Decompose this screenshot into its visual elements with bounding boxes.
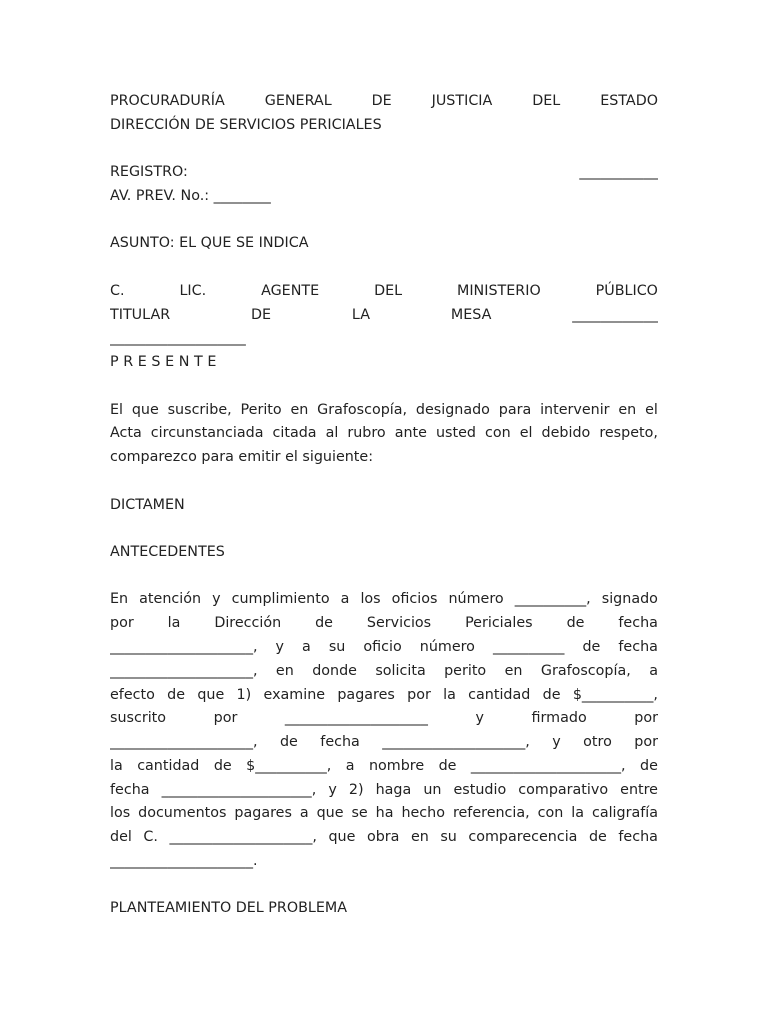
antecedentes-word: oficios xyxy=(391,591,438,608)
addressee-word: LA xyxy=(351,306,370,323)
intro-word: intervenir xyxy=(540,401,610,418)
antecedentes-word: con xyxy=(537,805,564,822)
intro-word: debido xyxy=(541,425,591,442)
antecedentes-word: la xyxy=(110,757,123,774)
antecedentes-word: número xyxy=(419,638,475,655)
intro-word: El xyxy=(110,401,124,418)
antecedentes-word: por xyxy=(634,710,658,727)
intro-word: circunstanciada xyxy=(150,425,264,442)
antecedentes-word: que xyxy=(197,686,225,703)
antecedentes-word: entre xyxy=(620,781,658,798)
addressee-word: PÚBLICO xyxy=(595,282,658,299)
intro-word: usted xyxy=(435,425,476,442)
antecedentes-word: referencia, xyxy=(452,805,530,822)
antecedentes-line xyxy=(110,731,658,755)
intro-word: Perito xyxy=(240,401,282,418)
antecedentes-word: Periciales xyxy=(465,615,533,632)
antecedentes-word: pagares xyxy=(234,805,292,822)
antecedentes-word: fecha xyxy=(618,615,658,632)
antecedentes-word: $__________, xyxy=(246,757,332,774)
antecedentes-word: $__________, xyxy=(572,686,658,703)
antecedentes-word: de xyxy=(640,757,658,774)
addressee-line-1 xyxy=(110,280,658,304)
antecedentes-heading: ANTECEDENTES xyxy=(110,543,225,560)
antecedentes-word: por xyxy=(213,710,238,727)
antecedentes-line xyxy=(110,755,658,779)
antecedentes-word: y xyxy=(275,638,285,655)
intro-word: rubro xyxy=(347,425,386,442)
antecedentes-word: Dirección xyxy=(214,615,282,632)
antecedentes-word: Grafoscopía, xyxy=(540,662,631,679)
antecedentes-word: 1) xyxy=(236,686,252,703)
antecedentes-word: a xyxy=(340,591,350,608)
antecedentes-word: donde xyxy=(312,662,357,679)
antecedentes-word: fecha xyxy=(320,734,360,751)
antecedentes-word: a xyxy=(302,638,311,655)
intro-word: con xyxy=(485,425,511,442)
addressee-line-2 xyxy=(110,304,658,328)
presente-line: PRESENTE xyxy=(110,354,221,371)
antecedentes-word: a xyxy=(299,805,309,822)
intro-word: citada xyxy=(272,425,317,442)
antecedentes-word: atención xyxy=(139,591,202,608)
antecedentes-word: los xyxy=(110,805,131,822)
antecedentes-word: __________ xyxy=(492,638,565,655)
header-word: GENERAL xyxy=(264,93,332,109)
addressee-word: DEL xyxy=(374,282,403,299)
antecedentes-word: comparecencia xyxy=(468,829,578,846)
antecedentes-word: su xyxy=(328,638,346,655)
antecedentes-word: cumplimiento xyxy=(231,591,330,608)
antecedentes-word: examine xyxy=(263,686,326,703)
antecedentes-word: se xyxy=(351,805,368,822)
antecedentes-word: obra xyxy=(366,829,400,846)
header-word: PROCURADURÍA xyxy=(110,93,225,109)
header-word: ESTADO xyxy=(600,93,658,109)
registro-blank: ___________ xyxy=(579,164,658,181)
antecedentes-word: y xyxy=(328,781,337,798)
antecedentes-word: ____________________, xyxy=(110,638,258,655)
antecedentes-word: C. xyxy=(143,829,158,846)
antecedentes-word: 2) xyxy=(348,781,364,798)
antecedentes-word: los xyxy=(360,591,381,608)
antecedentes-word: ____________________, xyxy=(169,829,317,846)
antecedentes-word: a xyxy=(345,757,355,774)
intro-word: el xyxy=(519,425,533,442)
document-page xyxy=(110,90,658,921)
antecedentes-word: estudio xyxy=(453,781,507,798)
antecedentes-line xyxy=(110,612,658,636)
header-word: DEL xyxy=(532,93,561,109)
antecedentes-word: de xyxy=(167,686,186,703)
antecedentes-word: que xyxy=(328,829,356,846)
intro-word: respeto, xyxy=(599,425,658,442)
antecedentes-line xyxy=(110,779,658,803)
antecedentes-word: cantidad xyxy=(137,757,200,774)
antecedentes-word: de xyxy=(438,757,457,774)
antecedentes-word: de xyxy=(279,734,298,751)
antecedentes-line xyxy=(110,660,658,684)
antecedentes-word: haga xyxy=(375,781,412,798)
antecedentes-line xyxy=(110,636,658,660)
intro-line-2 xyxy=(110,422,658,446)
antecedentes-word: efecto xyxy=(110,686,155,703)
antecedentes-word: del xyxy=(110,829,132,846)
registro-label: REGISTRO: xyxy=(110,164,188,181)
antecedentes-word: ____________________, xyxy=(382,734,530,751)
intro-word: designado xyxy=(415,401,490,418)
antecedentes-word: _____________________, xyxy=(470,757,626,774)
addressee-word: LIC. xyxy=(179,282,207,299)
antecedentes-word: hecho xyxy=(401,805,445,822)
antecedentes-word: comparativo xyxy=(518,781,609,798)
intro-word: Grafoscopía, xyxy=(317,401,408,418)
antecedentes-word: _____________________, xyxy=(161,781,317,798)
antecedentes-last-line: ____________________. xyxy=(110,853,258,870)
antecedentes-word: suscrito xyxy=(110,710,167,727)
antecedentes-word: en xyxy=(275,662,294,679)
antecedentes-word: fecha xyxy=(618,638,658,655)
intro-word: suscribe, xyxy=(167,401,232,418)
planteamiento-heading: PLANTEAMIENTO DEL PROBLEMA xyxy=(110,900,348,917)
antecedentes-word: en xyxy=(410,829,429,846)
antecedentes-word: Servicios xyxy=(366,615,432,632)
antecedentes-word: la xyxy=(571,805,584,822)
antecedentes-line xyxy=(110,588,658,612)
antecedentes-word: En xyxy=(110,591,129,608)
addressee-word: ____________ xyxy=(572,306,658,323)
addressee-word: DE xyxy=(251,306,272,323)
antecedentes-word: su xyxy=(440,829,457,846)
registro-line xyxy=(110,161,658,185)
antecedentes-word: cantidad xyxy=(468,686,531,703)
antecedentes-line xyxy=(110,826,658,850)
intro-word: para xyxy=(498,401,532,418)
antecedentes-word: solicita xyxy=(375,662,426,679)
intro-line-3: comparezco para emitir el siguiente: xyxy=(110,449,374,466)
antecedentes-word: documentos xyxy=(138,805,227,822)
dictamen-heading: DICTAMEN xyxy=(110,496,185,513)
antecedentes-word: y xyxy=(552,734,561,751)
antecedentes-word: que xyxy=(316,805,344,822)
header-word: DE xyxy=(371,93,392,109)
header-line-2: DIRECCIÓN DE SERVICIOS PERICIALES xyxy=(110,116,382,133)
antecedentes-word: número xyxy=(448,591,504,608)
antecedentes-word: de xyxy=(315,615,333,632)
antecedentes-word: de xyxy=(542,686,561,703)
antecedentes-word: fecha xyxy=(618,829,658,846)
intro-line-1 xyxy=(110,399,658,423)
intro-word: el xyxy=(645,401,658,418)
antecedentes-word: __________, xyxy=(514,591,591,608)
antecedentes-word: pagares xyxy=(337,686,395,703)
antecedentes-word: de xyxy=(588,829,607,846)
header-line-1 xyxy=(110,90,658,114)
antecedentes-word: la xyxy=(167,615,181,632)
antecedentes-word: por xyxy=(110,615,134,632)
antecedentes-word: signado xyxy=(601,591,658,608)
antecedentes-paragraph xyxy=(110,588,658,850)
antecedentes-word: ha xyxy=(375,805,394,822)
intro-word: ante xyxy=(394,425,427,442)
antecedentes-word: por xyxy=(407,686,431,703)
asunto-line: ASUNTO: EL QUE SE INDICA xyxy=(110,235,309,252)
antecedentes-word: ____________________ xyxy=(284,710,428,727)
antecedentes-word: perito xyxy=(444,662,487,679)
antecedentes-word: en xyxy=(504,662,523,679)
antecedentes-word: por xyxy=(634,734,658,751)
antecedentes-word: y xyxy=(212,591,221,608)
antecedentes-word: un xyxy=(423,781,442,798)
antecedentes-word: otro xyxy=(583,734,612,751)
addressee-word: MINISTERIO xyxy=(457,282,541,299)
header-word: JUSTICIA xyxy=(431,93,493,109)
intro-word: Acta xyxy=(110,425,142,442)
intro-word: en xyxy=(618,401,637,418)
antecedentes-word: caligrafía xyxy=(591,805,658,822)
addressee-line-3: ___________________ xyxy=(110,330,246,347)
antecedentes-word: ____________________, xyxy=(110,734,258,751)
addressee-word: MESA xyxy=(450,306,492,323)
intro-word: que xyxy=(131,401,159,418)
antecedentes-word: de xyxy=(582,638,601,655)
antecedentes-line xyxy=(110,707,658,731)
antecedentes-word: y xyxy=(475,710,484,727)
addressee-word: TITULAR xyxy=(110,306,171,323)
antecedentes-word: nombre xyxy=(368,757,425,774)
antecedentes-word: de xyxy=(213,757,232,774)
antecedentes-word: la xyxy=(443,686,456,703)
intro-word: al xyxy=(325,425,339,442)
antecedentes-line xyxy=(110,684,658,708)
addressee-word: C. xyxy=(110,282,125,299)
antecedentes-word: de xyxy=(566,615,585,632)
antecedentes-word: ____________________, xyxy=(110,662,258,679)
antecedentes-word: firmado xyxy=(531,710,587,727)
antecedentes-word: a xyxy=(649,662,658,679)
av-prev-line: AV. PREV. No.: ________ xyxy=(110,187,271,204)
antecedentes-word: fecha xyxy=(110,781,150,798)
antecedentes-line xyxy=(110,802,658,826)
addressee-word: AGENTE xyxy=(261,282,320,299)
intro-word: en xyxy=(290,401,309,418)
antecedentes-word: oficio xyxy=(363,638,402,655)
